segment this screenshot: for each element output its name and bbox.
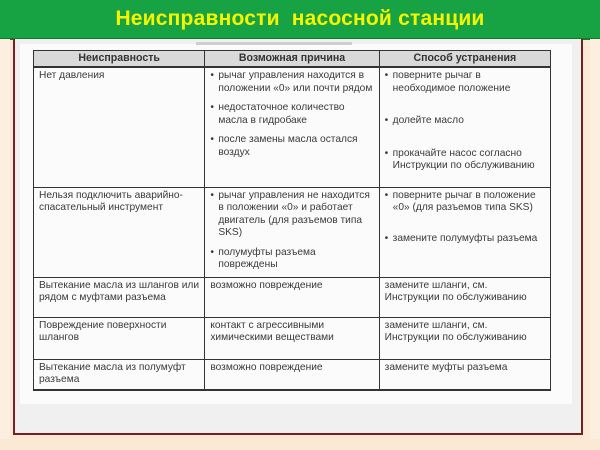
header-fault: Неисправность	[34, 51, 205, 68]
remedy-cell	[379, 187, 550, 277]
table-row	[34, 317, 551, 359]
header-remedy: Способ устранения	[379, 51, 550, 68]
fault-cell: Повреждение поверхности шлангов	[34, 317, 205, 359]
header-cause: Возможная причина	[205, 51, 379, 68]
frame-margin-left	[0, 39, 10, 439]
remedy-item: • прокачайте насос согласно Инструкции по обслуживанию	[384, 147, 535, 172]
bullet-icon: •	[384, 147, 389, 159]
remedy-cell	[379, 67, 550, 187]
remedy-item: • поверните рычаг в положение «0» (для разъемов типа SKS)	[384, 189, 536, 214]
bullet-icon: •	[210, 189, 214, 201]
table-row	[34, 277, 551, 317]
fault-cell: Вытекание масла из шлангов или рядом с муфтами разъема	[34, 277, 205, 317]
bullet-icon: •	[210, 70, 214, 81]
cause-item: • рычаг управления находится в положении «0» или почти рядом	[210, 70, 373, 94]
cause-cell: контакт с агрессивными химическими веществами	[205, 317, 379, 359]
bullet-icon: •	[384, 232, 389, 244]
slide-title-bar	[0, 0, 600, 40]
fault-cell: Вытекание масла из полумуфт разъема	[34, 359, 205, 390]
cause-cell: возможно повреждение	[205, 359, 379, 390]
page-top-shadow	[196, 42, 352, 45]
remedy-cell: замените шланги, см. Инструкции по обслуживанию	[379, 277, 550, 317]
fault-cell: Нет давления	[34, 67, 205, 187]
bullet-icon: •	[384, 70, 389, 81]
cause-cell: возможно повреждение	[205, 277, 379, 317]
table-header-row	[34, 51, 551, 68]
faults-table	[33, 50, 551, 391]
bullet-icon: •	[384, 115, 389, 127]
slide-title: Неисправности насосной станции	[115, 7, 485, 30]
bullet-icon: •	[384, 189, 389, 201]
cause-item: • рычаг управления не находится в положении «0» и работает двигатель (для разъемов типа SKS)	[210, 189, 370, 239]
bullet-icon: •	[210, 246, 214, 258]
bullet-icon: •	[210, 102, 214, 114]
remedy-item: • долейте масло	[384, 115, 464, 127]
table-row	[34, 359, 551, 390]
cause-cell	[205, 187, 379, 277]
table-row	[34, 187, 551, 277]
fault-cell: Нельзя подключить аварийно-спасательный инструмент	[34, 187, 205, 277]
remedy-item: • замените полумуфты разъема	[384, 232, 538, 244]
cause-item: • после замены масла остался воздух	[210, 134, 358, 158]
cause-item: • полумуфты разъема повреждены	[210, 246, 316, 271]
remedy-cell: замените шланги, см. Инструкции по обслуживанию	[379, 317, 550, 359]
cause-item: • недостаточное количество масла в гидробаке	[210, 102, 345, 126]
remedy-cell: замените муфты разъема	[379, 359, 550, 390]
frame-margin-right	[590, 39, 600, 439]
table-row	[34, 67, 551, 187]
remedy-item: • поверните рычаг в необходимое положение	[384, 70, 511, 94]
cause-cell	[205, 67, 379, 187]
bullet-icon: •	[210, 134, 214, 146]
